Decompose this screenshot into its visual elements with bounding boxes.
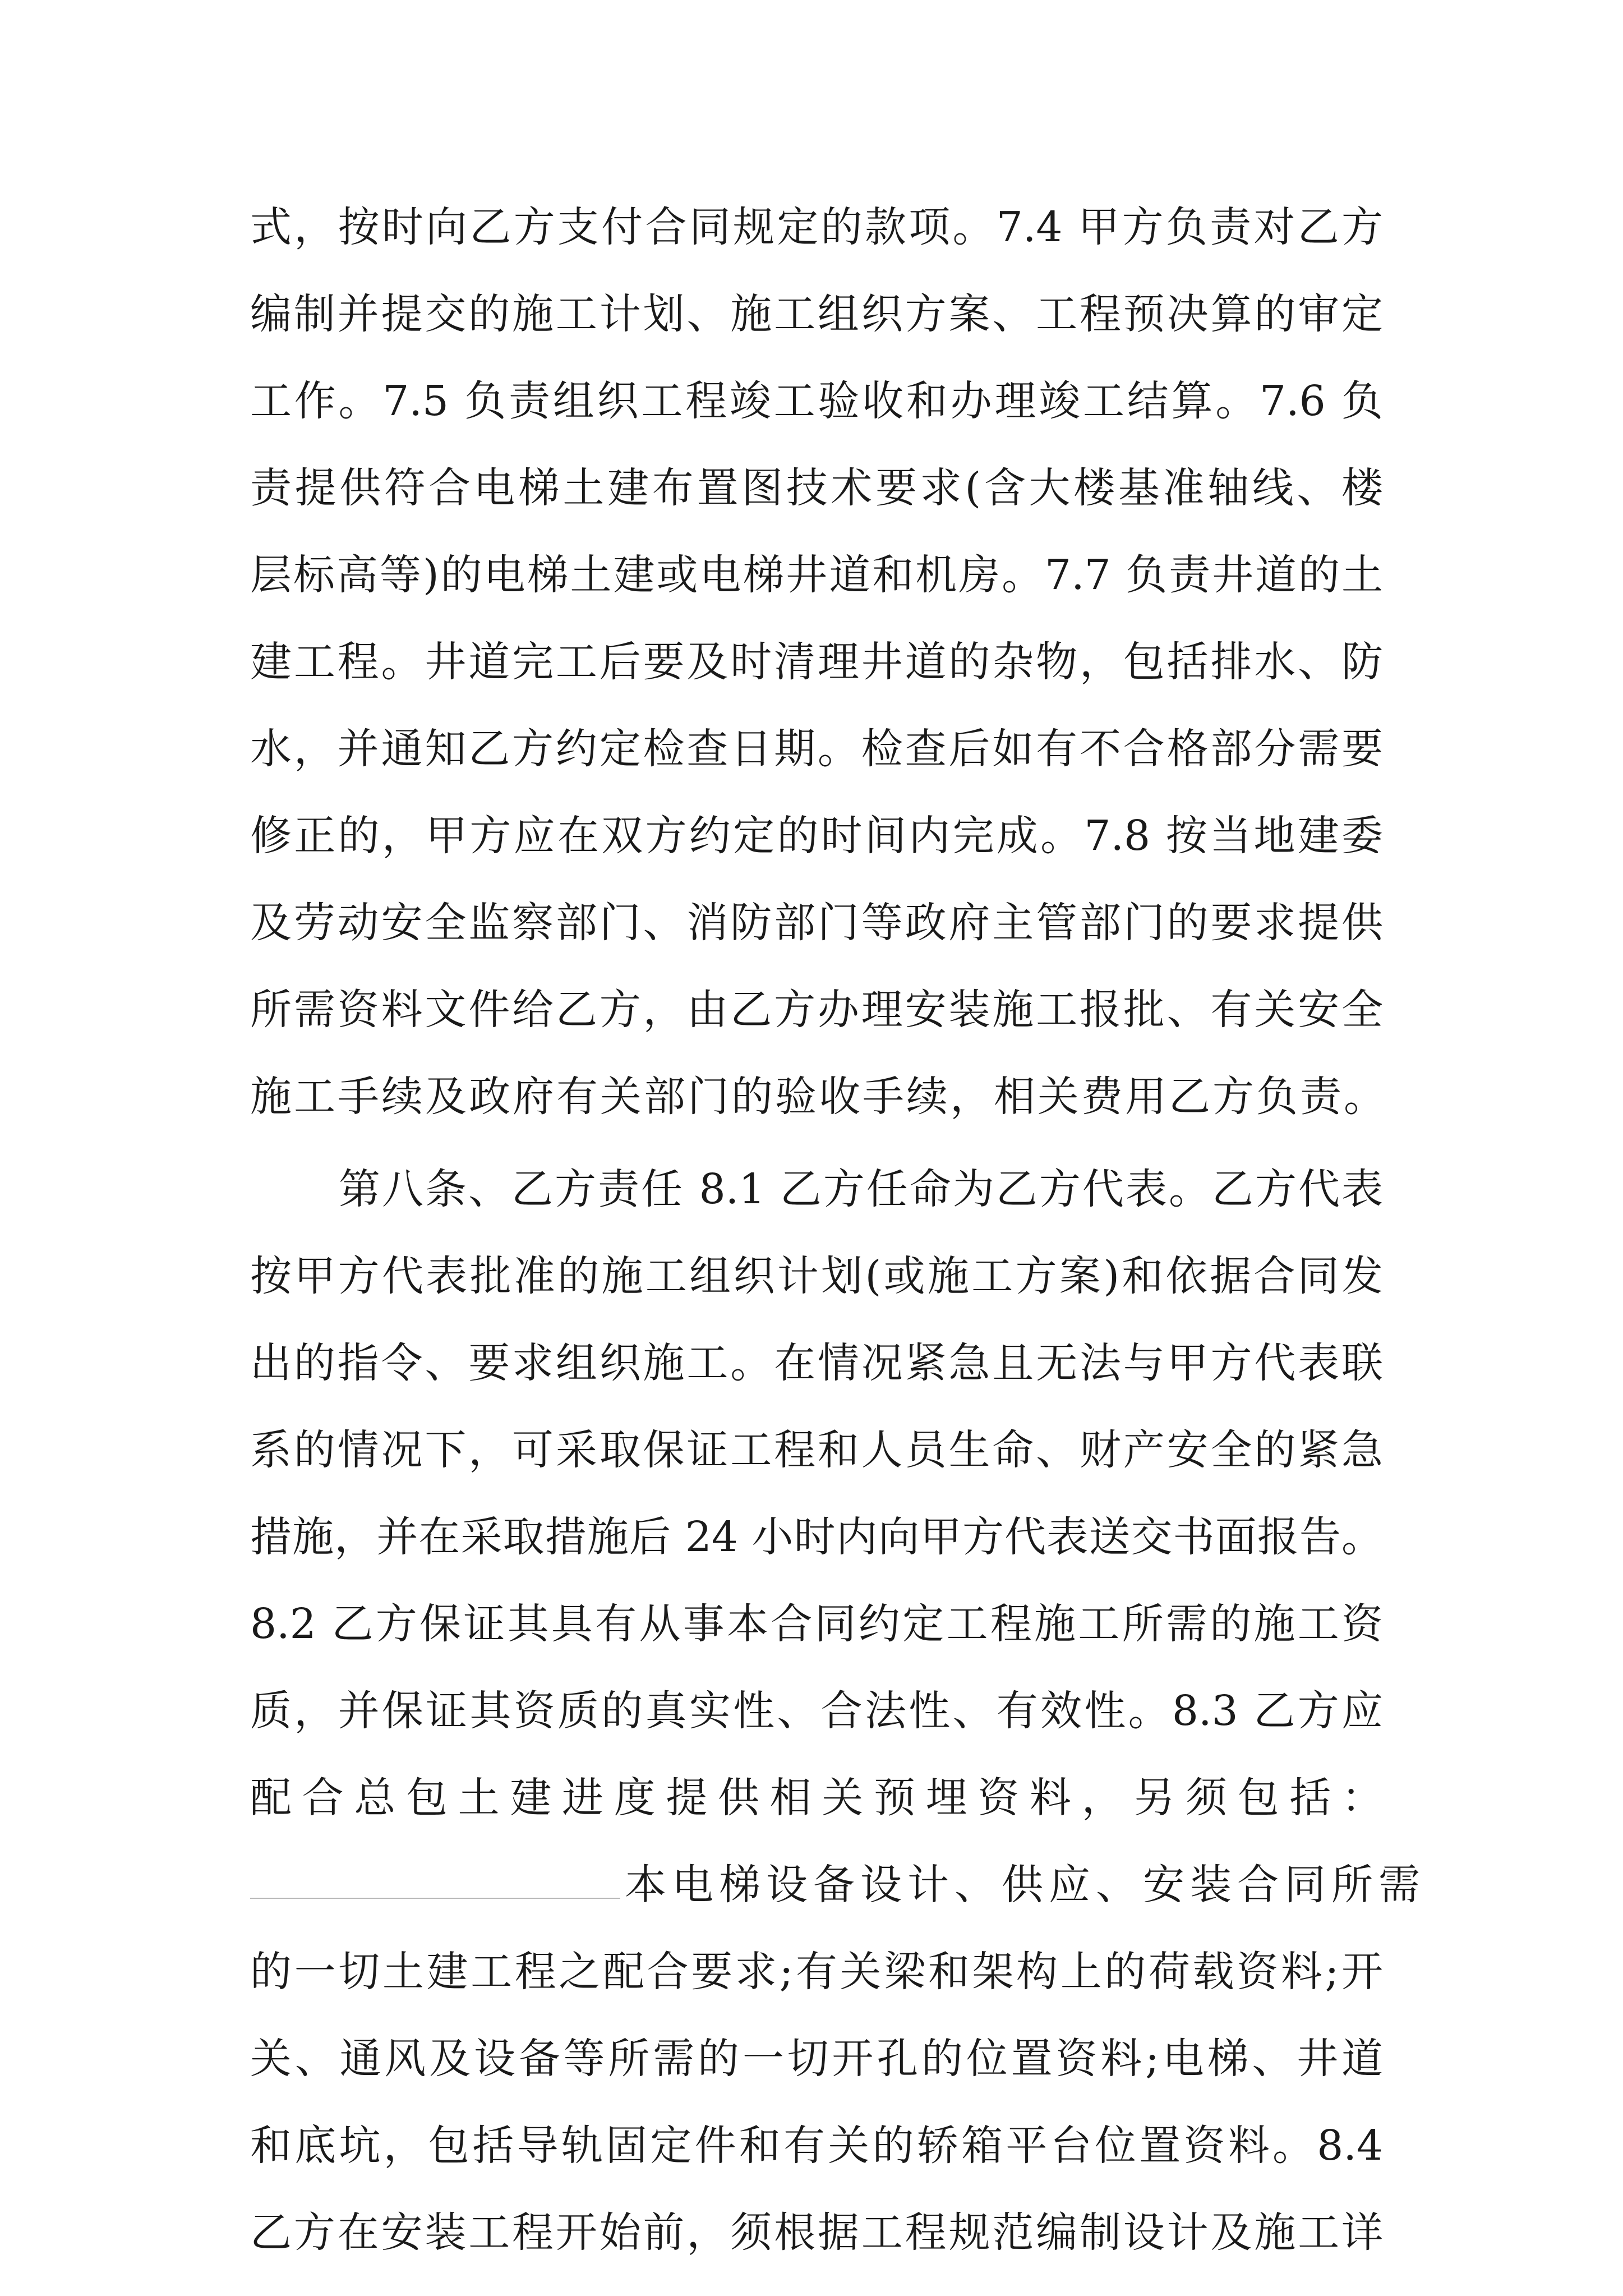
fill-in-blank xyxy=(250,1856,620,1899)
text-line: 8.2 乙方保证其具有从事本合同约定工程施工所需的施工资 xyxy=(250,1600,1383,1648)
text-line: 和底坑，包括导轨固定件和有关的轿箱平台位置资料。8.4 xyxy=(250,2122,1383,2170)
text-line: 责提供符合电梯土建布置图技术要求(含大楼基准轴线、楼 xyxy=(250,464,1383,512)
text-line: 及劳动安全监察部门、消防部门等政府主管部门的要求提供 xyxy=(250,899,1383,947)
text-line: 的一切土建工程之配合要求;有关梁和架构上的荷载资料;开 xyxy=(250,1948,1383,1996)
section-heading-line: 第八条、乙方责任 8.1 乙方任命为乙方代表。乙方代表 xyxy=(339,1165,1383,1213)
text-line: 出的指令、要求组织施工。在情况紧急且无法与甲方代表联 xyxy=(250,1339,1383,1387)
text-line: 配合总包土建进度提供相关预埋资料，另须包括： xyxy=(250,1774,1383,1822)
text-line: 建工程。井道完工后要及时清理井道的杂物，包括排水、防 xyxy=(250,638,1383,686)
text-line: 措施，并在采取措施后 24 小时内向甲方代表送交书面报告。 xyxy=(250,1513,1383,1561)
text-line: 系的情况下，可采取保证工程和人员生命、财产安全的紧急 xyxy=(250,1426,1383,1474)
text-line-with-blank xyxy=(250,1843,1426,1927)
text-line: 编制并提交的施工计划、施工组织方案、工程预决算的审定 xyxy=(250,290,1383,338)
text-line: 所需资料文件给乙方，由乙方办理安装施工报批、有关安全 xyxy=(250,986,1383,1034)
text-line: 乙方在安装工程开始前，须根据工程规范编制设计及施工详 xyxy=(250,2208,1383,2257)
text-line: 按甲方代表批准的施工组织计划(或施工方案)和依据合同发 xyxy=(250,1252,1383,1300)
text-line: 式，按时向乙方支付合同规定的款项。7.4 甲方负责对乙方 xyxy=(250,203,1383,251)
text-line: 关、通风及设备等所需的一切开孔的位置资料;电梯、井道 xyxy=(250,2035,1383,2083)
text-line: 层标高等)的电梯土建或电梯井道和机房。7.7 负责井道的土 xyxy=(250,551,1383,599)
text-line: 水，并通知乙方约定检查日期。检查后如有不合格部分需要 xyxy=(250,725,1383,773)
text-line: 工作。7.5 负责组织工程竣工验收和办理竣工结算。7.6 负 xyxy=(250,377,1383,425)
text-line: 施工手续及政府有关部门的验收手续，相关费用乙方负责。 xyxy=(250,1073,1387,1121)
text-line: 修正的，甲方应在双方约定的时间内完成。7.8 按当地建委 xyxy=(250,812,1383,860)
text-line-continuation: 本电梯设备设计、供应、安装合同所需 xyxy=(625,1861,1426,1909)
text-line: 质，并保证其资质的真实性、合法性、有效性。8.3 乙方应 xyxy=(250,1687,1383,1735)
